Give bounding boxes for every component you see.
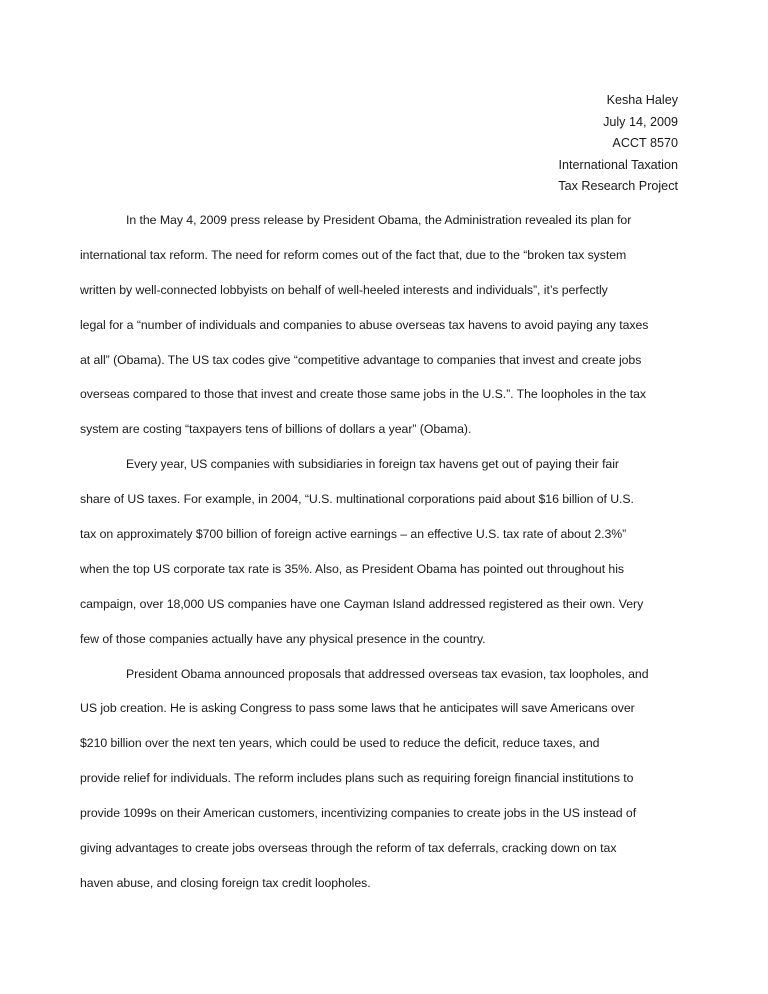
text-line: Every year, US companies with subsidiaries in foreign tax havens get out of paying their fair bbox=[126, 457, 619, 472]
course-subject: International Taxation bbox=[558, 157, 678, 172]
text-line: when the top US corporate tax rate is 35%. Also, as President Obama has pointed out throughout his bbox=[80, 561, 625, 576]
text-line: few of those companies actually have any physical presence in the country. bbox=[80, 631, 486, 646]
text-line: campaign, over 18,000 US companies have one Cayman Island addressed registered as their own. Very bbox=[80, 596, 644, 611]
author-name: Kesha Haley bbox=[606, 93, 678, 107]
text-line: In the May 4, 2009 press release by President Obama, the Administration revealed its plan for bbox=[126, 213, 632, 227]
text-line: overseas compared to those that invest and create those same jobs in the U.S.”. The loopholes in the tax bbox=[80, 387, 647, 402]
text-line: provide relief for individuals. The reform includes plans such as requiring foreign financial institutions to bbox=[80, 771, 634, 786]
document-header bbox=[378, 90, 678, 198]
text-line: giving advantages to create jobs overseas through the reform of tax deferrals, cracking down on tax bbox=[80, 841, 617, 856]
paragraph bbox=[80, 447, 680, 656]
text-line: share of US taxes. For example, in 2004, “U.S. multinational corporations paid about $16 billion of U.S. bbox=[80, 492, 634, 507]
text-line: provide 1099s on their American customers, incentivizing companies to create jobs in the US instead of bbox=[80, 806, 637, 821]
text-line: haven abuse, and closing foreign tax credit loopholes. bbox=[80, 875, 371, 890]
document-body bbox=[80, 203, 680, 901]
document-date: July 14, 2009 bbox=[603, 114, 678, 129]
text-line: $210 billion over the next ten years, which could be used to reduce the deficit, reduce taxes, and bbox=[80, 736, 600, 751]
course-code: ACCT 8570 bbox=[612, 136, 678, 151]
text-line: tax on approximately $700 billion of foreign active earnings – an effective U.S. tax rate of about 2.3%” bbox=[80, 527, 627, 542]
assignment-title: Tax Research Project bbox=[558, 179, 678, 194]
paragraph bbox=[80, 203, 680, 447]
text-line: at all” (Obama). The US tax codes give “competitive advantage to companies that invest and create jobs bbox=[80, 352, 642, 367]
paragraph bbox=[80, 657, 680, 901]
text-line: US job creation. He is asking Congress to pass some laws that he anticipates will save Americans over bbox=[80, 701, 635, 716]
text-line: written by well-connected lobbyists on behalf of well-heeled interests and individuals”, it’s perfectly bbox=[80, 282, 608, 297]
text-line: legal for a “number of individuals and companies to abuse overseas tax havens to avoid paying any taxes bbox=[80, 317, 649, 332]
text-line: international tax reform. The need for reform comes out of the fact that, due to the “broken tax system bbox=[80, 247, 627, 262]
text-line: system are costing “taxpayers tens of billions of dollars a year” (Obama). bbox=[80, 422, 472, 437]
text-line: President Obama announced proposals that addressed overseas tax evasion, tax loopholes, and bbox=[126, 666, 649, 681]
